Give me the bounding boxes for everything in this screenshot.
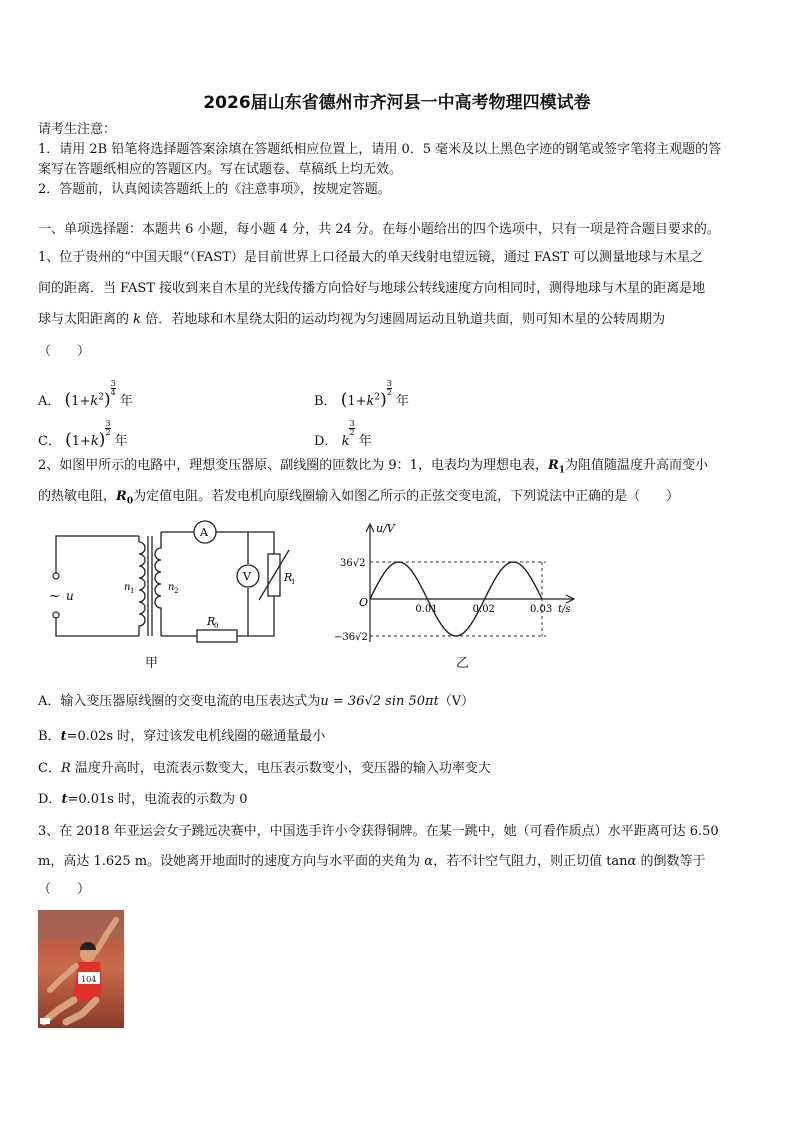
chart-origin: O: [359, 596, 369, 609]
q2-option-d[interactable]: [38, 790, 758, 810]
q3-alpha-2: α: [627, 854, 637, 869]
q2-option-b[interactable]: [38, 727, 758, 747]
q3-line-2a: m，高达 1.625 m。设她离开地面时的速度方向与水平面的夹角为: [38, 854, 425, 869]
q1-option-a[interactable]: A． $(1+k^2)$ $^{\frac{3}{4}}$ 年: [38, 379, 133, 410]
q1-option-b[interactable]: B． $(1+k^2)$ $^{\frac{3}{2}}$ 年: [314, 379, 410, 410]
circuit-n1-sub: 1: [130, 587, 135, 595]
q1-b-exp-den: 2: [386, 388, 392, 397]
y-tick-label: −36√2: [334, 632, 368, 643]
q1-a-exp-num: 3: [110, 379, 116, 388]
q2-b-t: t: [60, 729, 67, 744]
q1-option-d-label: D．: [314, 434, 338, 449]
q2-r1: R: [547, 458, 559, 473]
q1-b-unit: 年: [396, 394, 410, 409]
q1-c-exp-num: 3: [105, 419, 111, 428]
q3-line-2: [38, 852, 758, 872]
voltage-chart: [326, 520, 586, 650]
q1-line-2: 间的距离．当 FAST 接收到来自木星的光线传播方向恰好与地球公转线速度方向相同时，测得地球与木星的距离是地: [38, 281, 706, 296]
circuit-r1: R: [284, 571, 293, 584]
q1-d-unit: 年: [358, 434, 372, 449]
q1-c-k: k: [90, 434, 99, 449]
q1-c-one-plus: 1+: [71, 434, 91, 449]
notice-item-1b: 案写在答题纸相应的答题区内。写在试题卷、草稿纸上均无效。: [38, 162, 403, 177]
q2-a-text: A．输入变压器原线圈的交变电流的电压表达式为: [38, 694, 321, 709]
circuit-diagram: [44, 518, 294, 668]
q2-b-text: =0.02s 时，穿过该发电机线圈的磁通量最小: [66, 729, 326, 744]
section-heading: 一、单项选择题：本题共 6 小题，每小题 4 分，共 24 分。在每小题给出的四个选项中，只有一项是符合题目要求的。: [38, 222, 720, 237]
q1-a-square: 2: [98, 392, 104, 403]
circuit-r1-sub: 1: [291, 578, 296, 586]
q2-d-text: =0.01s 时，电流表的示数为 0: [67, 792, 248, 807]
circuit-r0-sub: 0: [214, 622, 219, 630]
x-tick-label: 0.02: [472, 604, 495, 615]
q2-c-text: 温度升高时，电流表示数变大，电压表示数变小，变压器的输入功率变大: [70, 761, 491, 776]
q1-d-k: k: [341, 434, 350, 449]
q1-a-unit: 年: [119, 394, 133, 409]
q1-d-exp-den: 2: [349, 428, 355, 437]
q1-a-k: k: [90, 394, 99, 409]
q1-c-unit: 年: [114, 434, 128, 449]
x-tick-label: 0.03: [530, 604, 553, 615]
q1-option-d[interactable]: [314, 420, 372, 449]
q3-blank: （ ）: [38, 882, 91, 897]
circuit-r0: R: [207, 615, 216, 628]
q2-line-2: [38, 487, 758, 512]
q2-r1-sub: 1: [558, 465, 566, 476]
athlete-bib-number: 104: [81, 975, 97, 984]
circuit-n2-sub: 2: [174, 587, 179, 595]
circuit-u: u: [66, 589, 74, 603]
q2-r0: R: [116, 489, 127, 504]
ammeter-label: A: [200, 526, 208, 539]
q2-line-2b: 为定值电阻。若发电机向原线圈输入如图乙所示的正弦交变电流，下列说法中正确的是（ ）: [133, 489, 680, 504]
q1-line-3: [38, 310, 758, 330]
q2-option-a[interactable]: [38, 692, 758, 712]
x-tick-label: 0.01: [415, 604, 438, 615]
q2-option-c[interactable]: [38, 759, 758, 779]
q2-line-1b: 为阻值随温度升高而变小: [565, 458, 709, 473]
q2-line-1a: 2、如图甲所示的电路中，理想变压器原、副线圈的匝数比为 9：1，电表均为理想电表，: [38, 458, 548, 473]
circuit-n1: n: [124, 582, 131, 593]
q1-option-a-label: A．: [38, 394, 61, 409]
q2-line-2a: 的热敏电阻，: [38, 489, 117, 504]
q2-line-1: [38, 456, 758, 481]
q2-r0-sub: 0: [126, 496, 134, 507]
notice-heading: 请考生注意：: [38, 122, 117, 137]
q2-a-unit: （V）: [438, 694, 475, 709]
circuit-n2: n: [168, 582, 175, 593]
q1-c-exp-den: 2: [105, 428, 111, 437]
y-tick-label: 36√2: [340, 558, 366, 569]
q1-b-one-plus: 1+: [347, 394, 367, 409]
q1-option-b-label: B．: [314, 394, 337, 409]
q2-c-r: R: [60, 761, 71, 776]
q3-alpha: α: [424, 854, 434, 869]
figure-b-caption: 乙: [456, 656, 470, 671]
q1-b-k: k: [366, 394, 375, 409]
long-jump-athlete-photo: [38, 910, 124, 1028]
figure-a-caption: 甲: [145, 656, 159, 671]
q1-d-exp-num: 3: [349, 419, 355, 428]
q1-line-3b: 倍．若地球和木星绕太阳的运动均视为匀速圆周运动且轨道共面，则可知木星的公转周期为: [141, 312, 666, 327]
voltmeter-label: V: [243, 570, 251, 583]
notice-item-1a: 1．请用 2B 铅笔将选择题答案涂填在答题纸相应位置上，请用 0．5 毫米及以上黑色字迹的钢笔或签字笔将主观题的答: [38, 142, 722, 157]
q1-option-c-label: C．: [38, 434, 61, 449]
q3-line-2c: 的倒数等于: [636, 854, 706, 869]
q1-a-exp-den: 4: [110, 388, 116, 397]
page-title: 2026届山东省德州市齐河县一中高考物理四模试卷: [203, 93, 591, 113]
q1-option-c[interactable]: C． (1+k) $^{\frac{3}{2}}$ 年: [38, 419, 128, 450]
q1-k: k: [133, 312, 142, 327]
q1-line-3a: 球与太阳距离的: [38, 312, 134, 327]
q2-a-equation: u = 36√2 sin 50πt: [320, 694, 439, 709]
notice-item-2: 2．答题前，认真阅读答题纸上的《注意事项》，按规定答题。: [38, 182, 391, 197]
q2-b-label: B．: [38, 729, 61, 744]
q2-d-t: t: [61, 792, 68, 807]
q1-b-square: 2: [374, 392, 381, 403]
q1-line-1: 1、位于贵州的“中国天眼”（FAST）是目前世界上口径最大的单天线射电望远镜，通过 FAST 可以测量地球与木星之: [38, 250, 704, 265]
circuit-tilde: ~: [49, 589, 60, 604]
q3-line-1: 3、在 2018 年亚运会女子跳远决赛中，中国选手许小令获得铜牌。在某一跳中，她（可看作质点）水平距离可达 6.50: [38, 824, 719, 839]
q1-a-one-plus: 1+: [71, 394, 91, 409]
chart-ylabel: u/V: [376, 522, 395, 535]
chart-xlabel: t/s: [558, 604, 571, 615]
q3-line-2b: ，若不计空气阻力，则正切值 tan: [433, 854, 628, 869]
q1-b-exp-num: 3: [386, 379, 392, 388]
q2-d-label: D．: [38, 792, 62, 807]
q2-c-label: C．: [38, 761, 61, 776]
q1-blank: （ ）: [38, 344, 91, 359]
